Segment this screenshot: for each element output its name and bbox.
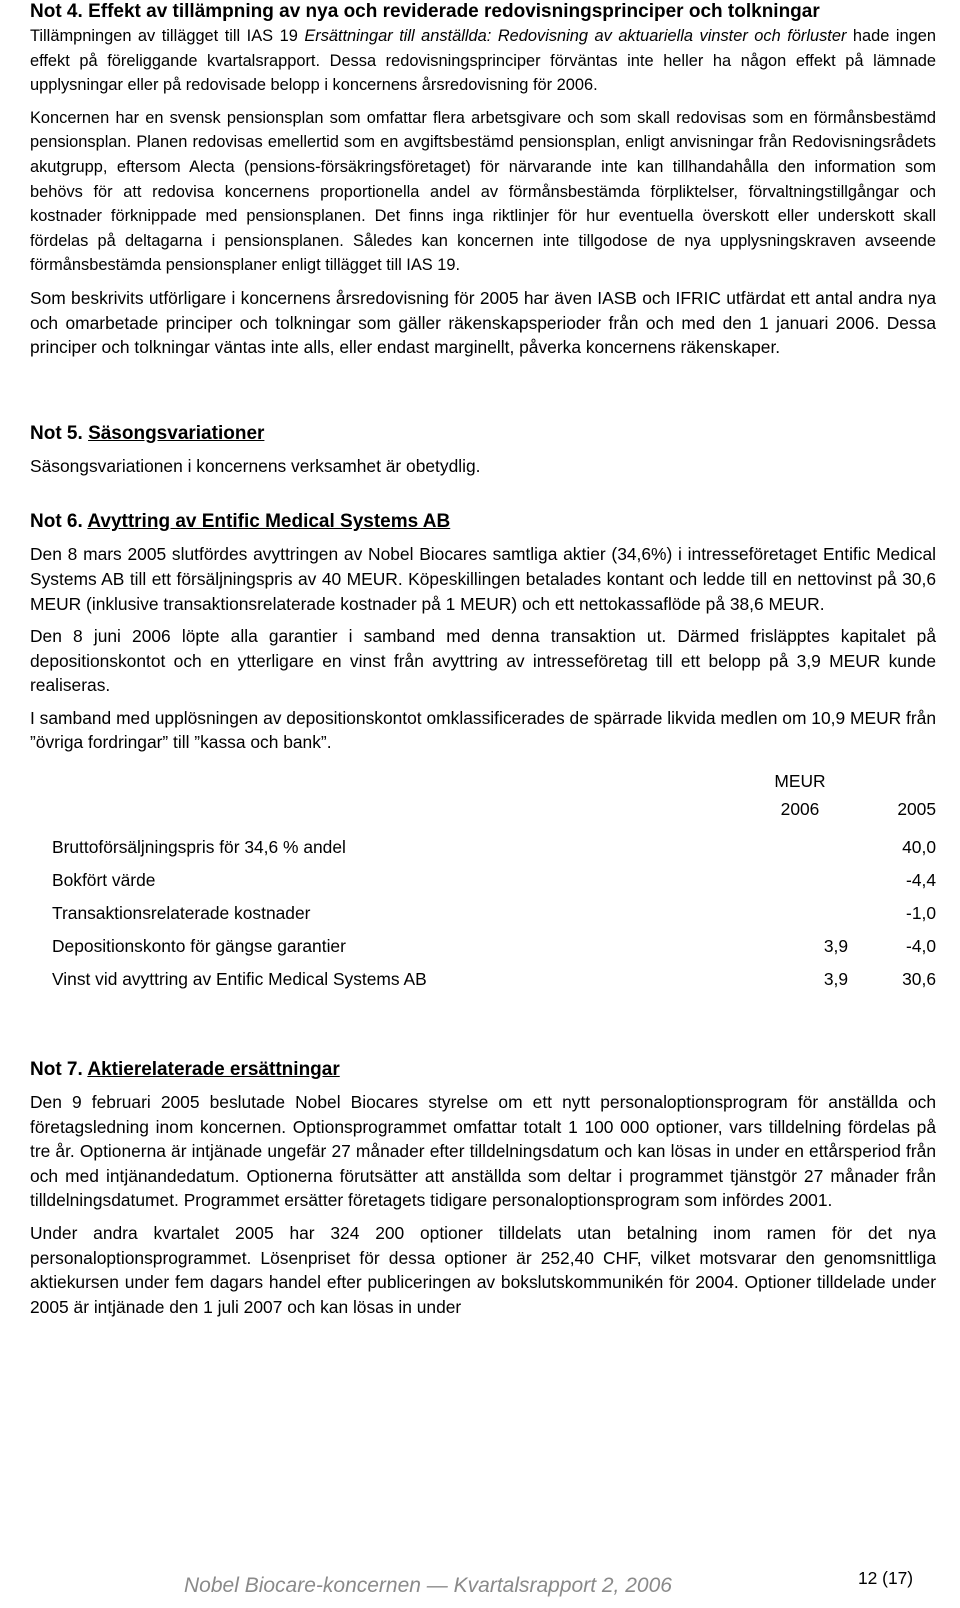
row-value-2006: 3,9 [823,936,848,957]
note6-paragraph-2: Den 8 juni 2006 löpte alla garantier i samband med denna transaktion ut. Därmed frisläpptes kapitalet på depositionskontot och en ytterligare en vinst från avyttring av intresseföretag till ett belopp på 3,9 MEUR kunde realiseras. [30,626,936,696]
table-row [52,897,936,930]
note7-title: Aktierelaterade ersättningar [87,1059,340,1081]
table-row [52,864,936,897]
note5-title: Säsongsvariationer [88,422,265,444]
row-value-2006 [752,831,848,864]
note7-paragraph-1: Den 9 februari 2005 beslutade Nobel Biocares styrelse om ett nytt personaloptionsprogram för anställda och företagsledning inom koncernen. Optionsprogrammet omfattar totalt 1 100 000 optioner, vars tilldelning fördelas på tre år. Optionerna är intjänade ungefär 27 månader efter tilldelningsdatum och kan lösas in under en ettårsperiod från och med intjänandedatum. Optionerna förutsätter att anställda som deltar i programmet tjänstgör 27 månader från tilldelningsdatumet. Programmet ersätter företagets tidigare personaloptionsprogram som infördes 2001. [30,1092,936,1211]
note6-title: Avyttring av Entific Medical Systems AB [87,511,451,533]
note6-number: Not 6. [30,511,83,533]
note6-heading [30,510,936,534]
table-unit-row [52,767,936,795]
row-label: Depositionskonto för gängse garantier [52,936,346,957]
page-footer [0,1568,960,1608]
table-row [52,831,936,864]
note4-p1-italic: Ersättningar till anställda: Redovisning av aktuariella vinster och förluster [304,27,847,45]
row-value-2006: 3,9 [823,969,848,990]
row-label: Bokfört värde [52,870,156,891]
page-number: 12 (17) [858,1568,914,1588]
note5-heading [30,422,936,446]
row-value-2006 [752,864,848,897]
row-label: Bruttoförsäljningspris för 34,6 % andel [52,837,346,858]
footer-title: Nobel Biocare-koncernen — Kvartalsrapport 2, 2006 [184,1574,672,1597]
row-value-2005: 40,0 [902,837,936,858]
note5-paragraph-1: Säsongsvariationen i koncernens verksamhet är obetydlig. [30,455,481,476]
note7-heading [30,1058,936,1082]
note4-paragraph-3: Som beskrivits utförligare i koncernens årsredovisning för 2005 har även IASB och IFRIC utfärdat ett antal andra nya och omarbetade principer och tolkningar som gäller räkenskapsperioder från och med den 1 januari 2006. Dessa principer och tolkningar väntas inte alls, eller endast marginellt, påverka koncernens räkenskaper. [30,287,936,358]
row-value-2005: -1,0 [906,903,936,924]
table-row [52,963,936,996]
note4-number: Not 4. [30,1,83,22]
note6-paragraph-3: I samband med upplösningen av depositionskontot omklassificerades de spärrade likvida medlen om 10,9 MEUR från ”övriga fordringar” till ”kassa och bank”. [30,707,936,753]
note7-paragraph-2: Under andra kvartalet 2005 har 324 200 optioner tilldelats utan betalning inom ramen för det nya personaloptionsprogrammet. Lösenpriset för dessa optioner är 252,40 CHF, vilket motsvarar den genomsnittliga aktiekursen under fem dagars handel efter publiceringen av bokslutskommunikén för 2004. Optioner tilldelade under 2005 är intjänade den 1 juli 2007 och kan lösas in under [30,1223,936,1317]
note4-p1-end: hade ingen effekt på föreliggande kvartalsrapport. Dessa redovisningsprinciper förväntas inte heller ha någon effekt på lämnade upplysningar eller på redovisade belopp i koncernens årsredovisning för 2006. [30,27,936,95]
row-value-2006 [752,897,848,930]
row-label: Transaktionsrelaterade kostnader [52,903,311,924]
note5-number: Not 5. [30,422,83,444]
note4-heading [30,0,936,24]
table-col-2006: 2006 [780,798,820,819]
note4-paragraph-1 [30,24,936,98]
table-col-2005: 2005 [897,798,936,819]
divestment-table [52,767,936,996]
table-unit: MEUR [774,770,826,791]
row-value-2005: -4,4 [906,870,936,891]
note4-p1-start: Tillämpningen av tillägget till IAS 19 [30,27,305,45]
note7-number: Not 7. [30,1059,83,1081]
row-value-2005: 30,6 [902,969,936,990]
row-label: Vinst vid avyttring av Entific Medical Systems AB [52,969,427,990]
note4-title: Effekt av tillämpning av nya och reviderade redovisningsprinciper och tolkningar [88,1,820,22]
note4-paragraph-2: Koncernen har en svensk pensionsplan som omfattar flera arbetsgivare och som skall redovisas som en förmånsbestämd pensionsplan. Planen redovisas emellertid som en avgiftsbestämd pensionsplan, enligt anvisningar från Redovisningsrådets akutgrupp, eftersom Alecta (pensions-försäkringsföretaget) för närvarande inte kan tillhandahålla den information som behövs för att redovisa koncernens proportionella andel av förmånsbestämda förpliktelser, förvaltningstillgångar och kostnader förknippade med pensionsplanen. Det finns inga riktlinjer för hur eventuella överskott eller underskott skall fördelas på deltagarna i pensionsplanen. Således kan koncernen inte tillgodose de nya upplysningskraven avseende förmånsbestämda pensionsplaner enligt tillägget till IAS 19. [30,108,936,275]
table-header-row [52,795,936,823]
document-page [30,0,936,1319]
row-value-2005: -4,0 [906,936,936,957]
note6-paragraph-1: Den 8 mars 2005 slutfördes avyttringen av Nobel Biocares samtliga aktier (34,6%) i intresseföretaget Entific Medical Systems AB till ett försäljningspris av 40 MEUR. Köpeskillingen betalades kontant och ledde till en nettovinst på 30,6 MEUR (inklusive transaktionsrelaterade kostnader på 1 MEUR) och ett nettokassaflöde på 38,6 MEUR. [30,544,936,614]
table-row [52,930,936,963]
